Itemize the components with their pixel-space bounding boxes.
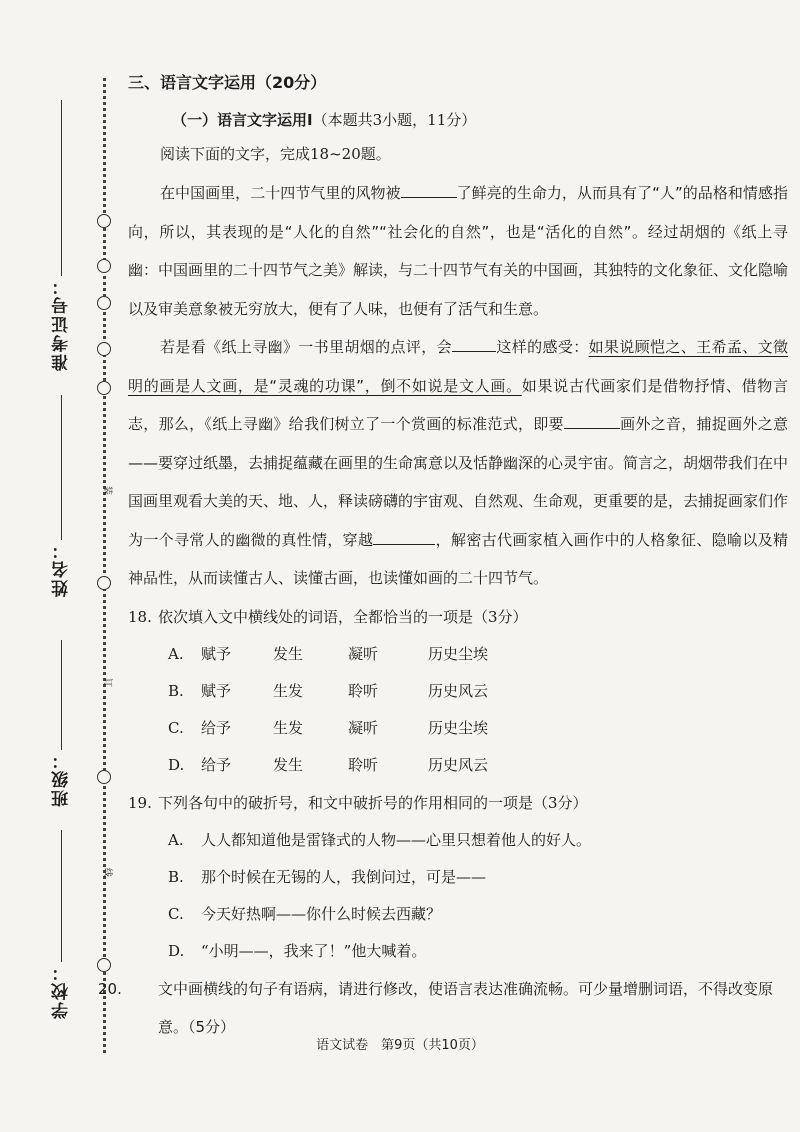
passage-text: 了鲜亮的生命力，从而具有了“人”的品格和情感指向，所以，其表现的是“人化的自然”“社会化的自然”，也是“活化的自然”。经过胡烟的《纸上寻幽：中国画里的二十四节气之美》解读，与二十四节气有关的中国画，其独特的文化象征、文化隐喻以及审美意象被无穷放大，便有了人味，也便有了活气和生意。 bbox=[128, 184, 789, 318]
binding-char-ding: 订 bbox=[102, 677, 113, 688]
option-letter: B. bbox=[168, 681, 184, 700]
binding-circle bbox=[97, 342, 111, 356]
passage-text: ，解密古代画家植入画作中的人格象征、隐喻以及精神品性，从而读懂古人、读懂古画，也读懂如画的二十四节气。 bbox=[128, 530, 788, 587]
option-word: 凝听 bbox=[348, 644, 379, 663]
option-letter: C. bbox=[168, 718, 184, 737]
question-number: 18. bbox=[128, 607, 152, 626]
q19-option-d[interactable] bbox=[128, 933, 788, 970]
binding-char-xian: 线 bbox=[102, 867, 113, 878]
q19-option-c[interactable] bbox=[128, 896, 788, 933]
school-field[interactable] bbox=[36, 830, 86, 1019]
subsection-name: 语言文字运用Ⅰ bbox=[217, 111, 313, 129]
option-text: 今天好热啊——你什么时候去西藏？ bbox=[201, 904, 442, 923]
question-19 bbox=[128, 784, 788, 822]
option-word: 历史尘埃 bbox=[428, 644, 489, 663]
exam-number-label: 准考证号： bbox=[51, 276, 72, 371]
name-field[interactable] bbox=[36, 395, 86, 597]
question-number: 19. bbox=[128, 793, 152, 812]
option-word: 聆听 bbox=[348, 681, 379, 700]
class-field[interactable] bbox=[36, 640, 86, 807]
binding-circle bbox=[97, 381, 111, 395]
option-letter: B. bbox=[168, 867, 184, 886]
school-label: 学校： bbox=[51, 962, 72, 1019]
subsection-title bbox=[128, 106, 788, 134]
option-text: 那个时候在无锡的人，我倒问过，可是—— bbox=[201, 867, 487, 886]
binding-circle bbox=[97, 214, 111, 228]
question-stem: 依次填入文中横线处的词语，全都恰当的一项是（3分） bbox=[158, 607, 528, 626]
class-label: 班级： bbox=[51, 750, 72, 807]
option-word: 赋予 bbox=[201, 681, 232, 700]
q18-option-a[interactable] bbox=[128, 636, 788, 673]
option-word: 凝听 bbox=[348, 718, 379, 737]
option-word: 历史尘埃 bbox=[428, 718, 489, 737]
option-word: 发生 bbox=[273, 755, 304, 774]
reading-instruction: 阅读下面的文字，完成18~20题。 bbox=[160, 145, 391, 163]
option-word: 历史风云 bbox=[428, 681, 489, 700]
q18-option-d[interactable] bbox=[128, 747, 788, 784]
passage-text: 若是看《纸上寻幽》一书里胡烟的点评，会 bbox=[160, 338, 452, 356]
option-word: 生发 bbox=[273, 718, 304, 737]
passage-paragraph-2 bbox=[128, 328, 788, 598]
binding-circle bbox=[97, 576, 111, 590]
binding-circle bbox=[97, 296, 111, 310]
exam-number-line bbox=[61, 100, 62, 276]
option-word: 给予 bbox=[201, 718, 232, 737]
fill-blank-1[interactable] bbox=[401, 182, 457, 198]
option-word: 发生 bbox=[273, 644, 304, 663]
fill-blank-4[interactable] bbox=[373, 529, 435, 545]
option-word: 聆听 bbox=[348, 755, 379, 774]
passage-text: 这样的感受： bbox=[495, 338, 589, 356]
passage-text: 画外之音，捕捉画外之意——要穿过纸墨，去捕捉蕴藏在画里的生命寓意以及恬静幽深的心灵宇宙。简言之，胡烟带我们在中国画里观看大美的天、地、人，释读磅礴的宇宙观、自然观、生命观，更重要的是，去捕捉画家们作为一个寻常人的幽微的真性情，穿越 bbox=[128, 415, 789, 549]
fill-blank-3[interactable] bbox=[564, 413, 620, 429]
exam-number-field[interactable] bbox=[36, 100, 86, 371]
option-text: “小明——，我来了！”他大喊着。 bbox=[201, 941, 427, 960]
exam-content bbox=[98, 70, 789, 1046]
page-footer: 语文试卷 第9页（共10页） bbox=[316, 1038, 484, 1053]
passage-text: 在中国画里，二十四节气里的风物被 bbox=[160, 184, 401, 202]
question-number: 20. bbox=[98, 979, 122, 998]
subsection-number: （一） bbox=[172, 111, 218, 129]
option-word: 赋予 bbox=[201, 644, 232, 663]
subsection-info: （本题共3小题，11分） bbox=[312, 111, 477, 129]
binding-circle bbox=[97, 259, 111, 273]
q18-option-b[interactable] bbox=[128, 673, 788, 710]
question-stem: 下列各句中的破折号，和文中破折号的作用相同的一项是（3分） bbox=[158, 793, 588, 812]
question-18 bbox=[128, 598, 788, 636]
fill-blank-2[interactable] bbox=[452, 336, 496, 352]
option-letter: A. bbox=[168, 644, 184, 663]
option-letter: C. bbox=[168, 904, 184, 923]
class-line bbox=[61, 640, 62, 750]
name-label: 姓名： bbox=[51, 540, 72, 597]
passage-paragraph-1 bbox=[128, 174, 788, 328]
binding-circle bbox=[97, 770, 111, 784]
underlined-sentence: 如果说顾恺之、王希孟、文徵明的画是人文画，是“灵魂的功课”，倒不如说是文人画。 bbox=[128, 338, 788, 395]
option-word: 生发 bbox=[273, 681, 304, 700]
school-line bbox=[61, 830, 62, 962]
binding-char-zhuang: 装 bbox=[102, 485, 113, 496]
option-letter: A. bbox=[168, 830, 184, 849]
passage-text: 如果说古代画家们是借物抒情、借物言志，那么，《纸上寻幽》给我们树立了一个赏画的标准范式，即要 bbox=[128, 376, 788, 433]
question-stem: 文中画横线的句子有语病，请进行修改，使语言表达准确流畅。可少量增删词语，不得改变原意。（5分） bbox=[158, 979, 774, 1036]
section-title: 三、语言文字运用（20分） bbox=[128, 73, 327, 92]
q19-option-b[interactable] bbox=[128, 859, 788, 896]
option-word: 历史风云 bbox=[428, 755, 489, 774]
option-letter: D. bbox=[168, 941, 185, 960]
name-line bbox=[61, 395, 62, 540]
option-word: 给予 bbox=[201, 755, 232, 774]
q18-option-c[interactable] bbox=[128, 710, 788, 747]
q19-option-a[interactable] bbox=[128, 822, 788, 859]
option-letter: D. bbox=[168, 755, 185, 774]
option-text: 人人都知道他是雷锋式的人物——心里只想着他人的好人。 bbox=[201, 830, 592, 849]
